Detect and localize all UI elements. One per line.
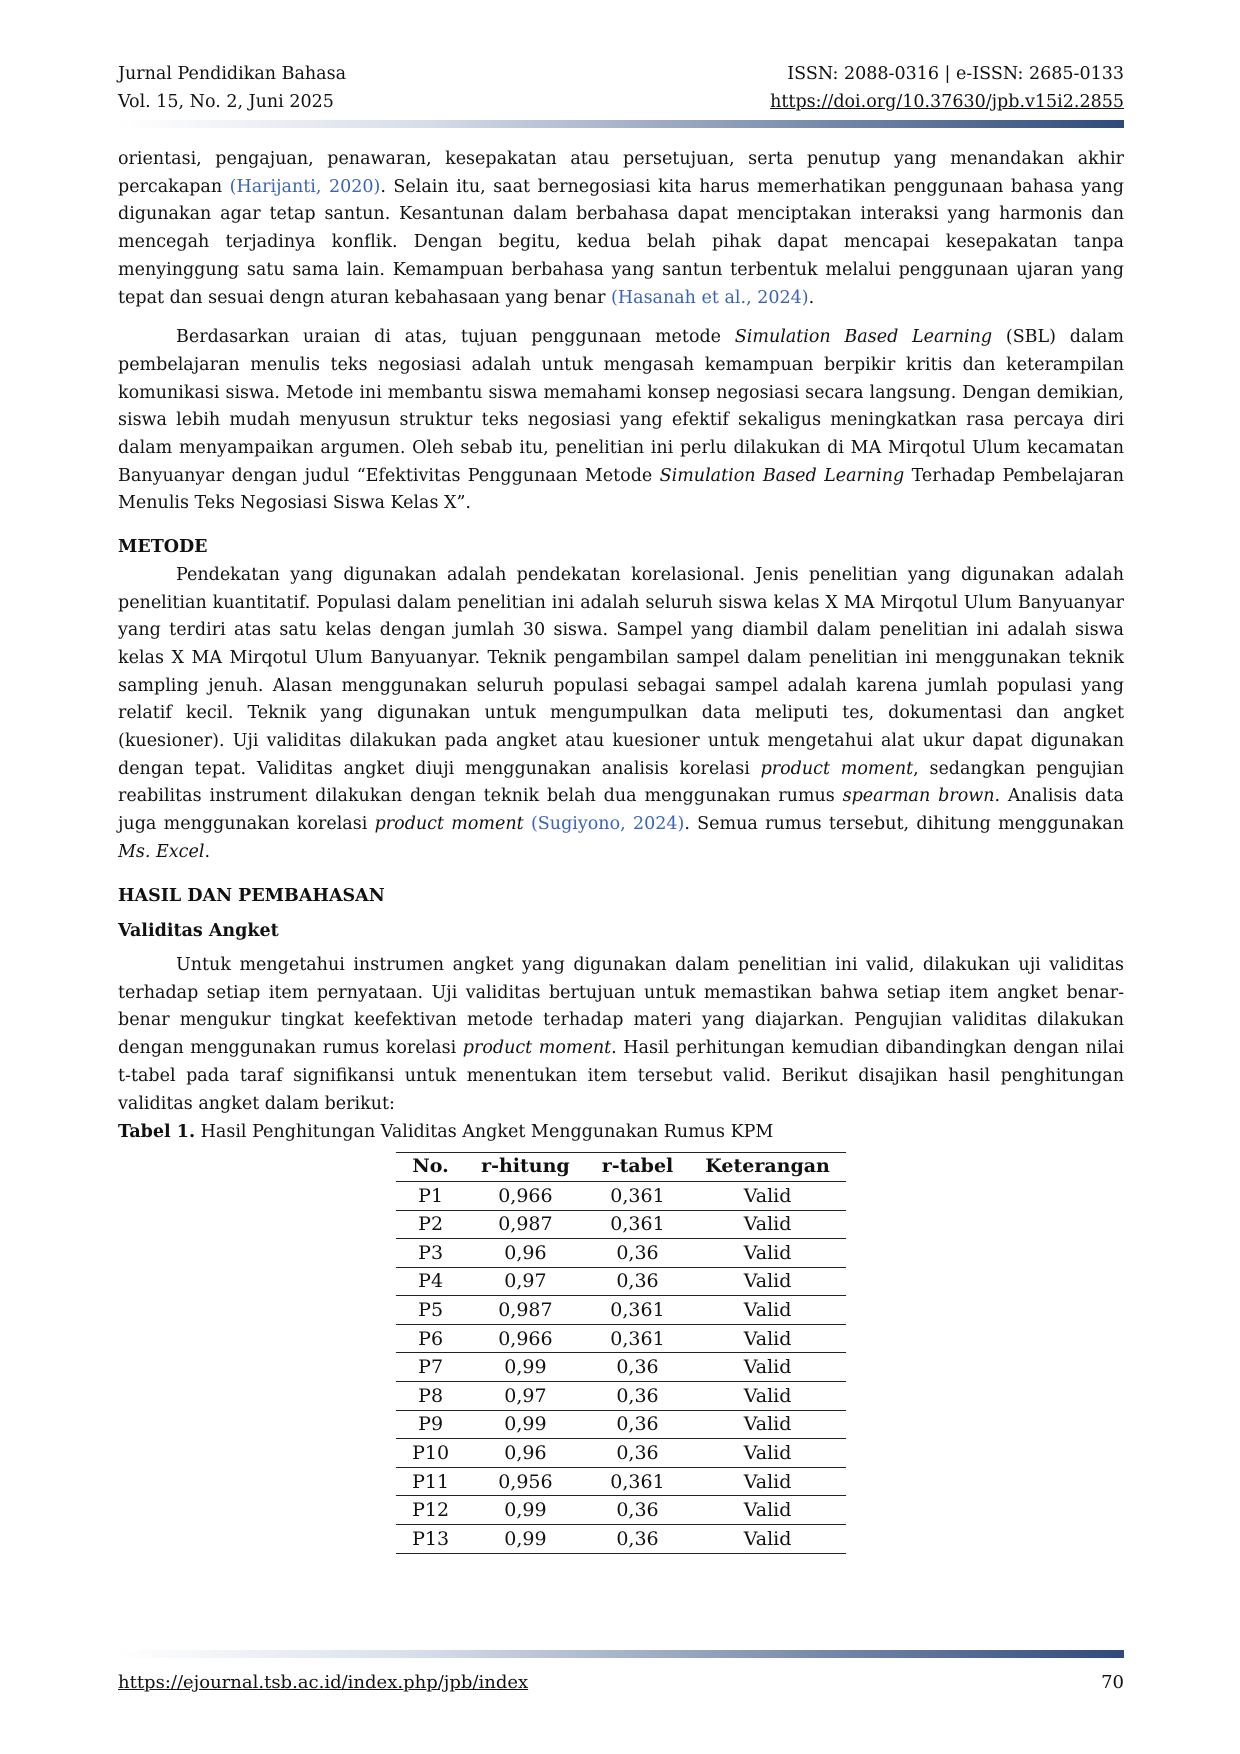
- table-cell: 0,966: [465, 1181, 586, 1210]
- table-cell: Valid: [689, 1210, 846, 1239]
- page-footer: [118, 1672, 1124, 1693]
- citation-hasanah[interactable]: (Hasanah et al., 2024): [611, 287, 809, 308]
- table-body: [396, 1181, 846, 1553]
- header-rule: [118, 120, 1124, 128]
- paragraph-1: orientasi, pengajuan, penawaran, kesepakatan atau persetujuan, serta penutup yang menandakan akhir percakapan (Harijanti, 2020). Selain itu, saat bernegosiasi kita harus memerhatikan penggunaan bahasa yang digunakan agar tetap santun. Kesantunan dalam berbahasa dapat menciptakan interaksi yang harmonis dan mencegah terjadinya konflik. Dengan begitu, kedua belah pihak dapat mencapai kesepakatan tanpa menyinggung satu sama lain. Kemampuan berbahasa yang santun terbentuk melalui penggunaan ujaran yang tepat dan sesuai dengn aturan kebahasaan yang benar (Hasanah et al., 2024).: [118, 149, 1125, 308]
- table-row: [396, 1525, 846, 1554]
- page-number: 70: [1101, 1672, 1124, 1693]
- table-cell: 0,956: [465, 1467, 586, 1496]
- table-cell: 0,987: [465, 1210, 586, 1239]
- table-cell: 0,987: [465, 1296, 586, 1325]
- table-cell: 0,36: [586, 1267, 690, 1296]
- col-header-no: No.: [396, 1153, 465, 1182]
- col-header-r-hitung: r-hitung: [465, 1153, 586, 1182]
- doi-link[interactable]: https://doi.org/10.37630/jpb.v15i2.2855: [770, 92, 1124, 112]
- paragraph-metode: Pendekatan yang digunakan adalah pendekatan korelasional. Jenis penelitian yang digunakan adalah penelitian kuantitatif. Populasi dalam penelitian ini adalah seluruh siswa kelas X MA Mirqotul Ulum Banyuanyar yang terdiri atas satu kelas dengan jumlah 30 siswa. Sampel yang diambil dalam penelitian ini adalah siswa kelas X MA Mirqotul Ulum Banyuanyar. Teknik pengambilan sampel dalam penelitian ini menggunakan teknik sampling jenuh. Alasan menggunakan seluruh populasi sebagai sampel adalah karena jumlah populasi yang relatif kecil. Teknik yang digunakan untuk mengumpulkan data meliputi tes, dokumentasi dan angket (kuesioner). Uji validitas dilakukan pada angket atau kuesioner untuk mengetahui alat ukur dapat digunakan dengan tepat. Validitas angket diuji menggunakan analisis korelasi product moment, sedangkan pengujian reabilitas instrument dilakukan dengan teknik belah dua menggunakan rumus spearman brown. Analisis data juga menggunakan korelasi product moment (Sugiyono, 2024). Semua rumus tersebut, dihitung menggunakan Ms. Excel.: [118, 564, 1124, 862]
- table-row: [396, 1353, 846, 1382]
- table-cell: 0,36: [586, 1239, 690, 1268]
- table-cell: 0,361: [586, 1181, 690, 1210]
- table-row: [396, 1267, 846, 1296]
- table-cell: Valid: [689, 1467, 846, 1496]
- table-cell: Valid: [689, 1324, 846, 1353]
- table-cell: P9: [396, 1410, 465, 1439]
- table-cell: 0,361: [586, 1210, 690, 1239]
- table-cell: 0,361: [586, 1324, 690, 1353]
- table-row: [396, 1467, 846, 1496]
- table-cell: 0,97: [465, 1382, 586, 1411]
- table-row: [396, 1410, 846, 1439]
- section-heading-metode: METODE: [118, 537, 208, 558]
- table-cell: 0,36: [586, 1410, 690, 1439]
- article-body: [118, 146, 1124, 1554]
- table-cell: Valid: [689, 1525, 846, 1554]
- table-cell: Valid: [689, 1439, 846, 1468]
- table-row: [396, 1439, 846, 1468]
- table-cell: P1: [396, 1181, 465, 1210]
- table-row: [396, 1181, 846, 1210]
- col-header-keterangan: Keterangan: [689, 1153, 846, 1182]
- table-cell: P6: [396, 1324, 465, 1353]
- journal-url-link[interactable]: https://ejournal.tsb.ac.id/index.php/jpb/index: [118, 1672, 529, 1693]
- table-cell: 0,97: [465, 1267, 586, 1296]
- table-cell: P10: [396, 1439, 465, 1468]
- table-cell: 0,99: [465, 1525, 586, 1554]
- table-cell: P4: [396, 1267, 465, 1296]
- table-header-row: [396, 1153, 846, 1182]
- table-cell: P8: [396, 1382, 465, 1411]
- table-row: [396, 1324, 846, 1353]
- table-row: [396, 1239, 846, 1268]
- table-cell: 0,361: [586, 1467, 690, 1496]
- table-cell: Valid: [689, 1353, 846, 1382]
- page-header: [118, 60, 1124, 116]
- volume-info: Vol. 15, No. 2, Juni 2025: [118, 92, 334, 112]
- citation-harijanti[interactable]: (Harijanti, 2020): [229, 176, 381, 197]
- table-cell: 0,36: [586, 1525, 690, 1554]
- table-row: [396, 1210, 846, 1239]
- table-cell: P5: [396, 1296, 465, 1325]
- table-cell: Valid: [689, 1496, 846, 1525]
- table-caption: Tabel 1. Hasil Penghitungan Validitas Angket Menggunakan Rumus KPM: [118, 1122, 774, 1143]
- issn: ISSN: 2088-0316 | e-ISSN: 2685-0133: [787, 64, 1124, 84]
- table-cell: 0,966: [465, 1324, 586, 1353]
- table-cell: Valid: [689, 1410, 846, 1439]
- table-cell: 0,96: [465, 1239, 586, 1268]
- col-header-r-tabel: r-tabel: [586, 1153, 690, 1182]
- table-row: [396, 1296, 846, 1325]
- table-cell: 0,361: [586, 1296, 690, 1325]
- table-row: [396, 1496, 846, 1525]
- table-cell: 0,36: [586, 1382, 690, 1411]
- table-cell: P7: [396, 1353, 465, 1382]
- table-cell: P12: [396, 1496, 465, 1525]
- table-cell: 0,36: [586, 1439, 690, 1468]
- table-cell: P2: [396, 1210, 465, 1239]
- table-cell: Valid: [689, 1181, 846, 1210]
- table-cell: 0,99: [465, 1496, 586, 1525]
- table-row: [396, 1382, 846, 1411]
- table-cell: 0,36: [586, 1496, 690, 1525]
- table-cell: Valid: [689, 1267, 846, 1296]
- paragraph-2: Berdasarkan uraian di atas, tujuan penggunaan metode Simulation Based Learning (SBL) dalam pembelajaran menulis teks negosiasi adalah untuk mengasah kemampuan berpikir kritis dan keterampilan komunikasi siswa. Metode ini membantu siswa memahami konsep negosiasi secara langsung. Dengan demikian, siswa lebih mudah menyusun struktur teks negosiasi yang efektif sekaligus meningkatkan rasa percaya diri dalam menyampaikan argumen. Oleh sebab itu, penelitian ini perlu dilakukan di MA Mirqotul Ulum kecamatan Banyuanyar dengan judul “Efektivitas Penggunaan Metode Simulation Based Learning Terhadap Pembelajaran Menulis Teks Negosiasi Siswa Kelas X”.: [118, 327, 1124, 514]
- table-cell: P3: [396, 1239, 465, 1268]
- journal-name: Jurnal Pendidikan Bahasa: [118, 64, 347, 84]
- section-heading-hasil: HASIL DAN PEMBAHASAN: [118, 885, 385, 906]
- table-cell: 0,96: [465, 1439, 586, 1468]
- subsection-heading-validitas: Validitas Angket: [118, 921, 279, 942]
- validity-table: [396, 1152, 846, 1553]
- table-cell: 0,36: [586, 1353, 690, 1382]
- table-cell: Valid: [689, 1239, 846, 1268]
- citation-sugiyono[interactable]: (Sugiyono, 2024): [530, 814, 685, 835]
- table-cell: P13: [396, 1525, 465, 1554]
- paragraph-hasil: Untuk mengetahui instrumen angket yang digunakan dalam penelitian ini valid, dilakukan uji validitas terhadap setiap item pernyataan. Uji validitas bertujuan untuk memastikan bahwa setiap item angket benar-benar mengukur tingkat keefektivan metode terhadap materi yang diajarkan. Pengujian validitas dilakukan dengan menggunakan rumus korelasi product moment. Hasil perhitungan kemudian dibandingkan dengan nilai t-tabel pada taraf signifikansi untuk menentukan item tersebut valid. Berikut disajikan hasil penghitungan validitas angket dalam berikut:: [118, 954, 1124, 1114]
- table-cell: Valid: [689, 1296, 846, 1325]
- table-cell: Valid: [689, 1382, 846, 1411]
- table-cell: 0,99: [465, 1353, 586, 1382]
- table-cell: P11: [396, 1467, 465, 1496]
- table-cell: 0,99: [465, 1410, 586, 1439]
- footer-rule: [118, 1650, 1124, 1658]
